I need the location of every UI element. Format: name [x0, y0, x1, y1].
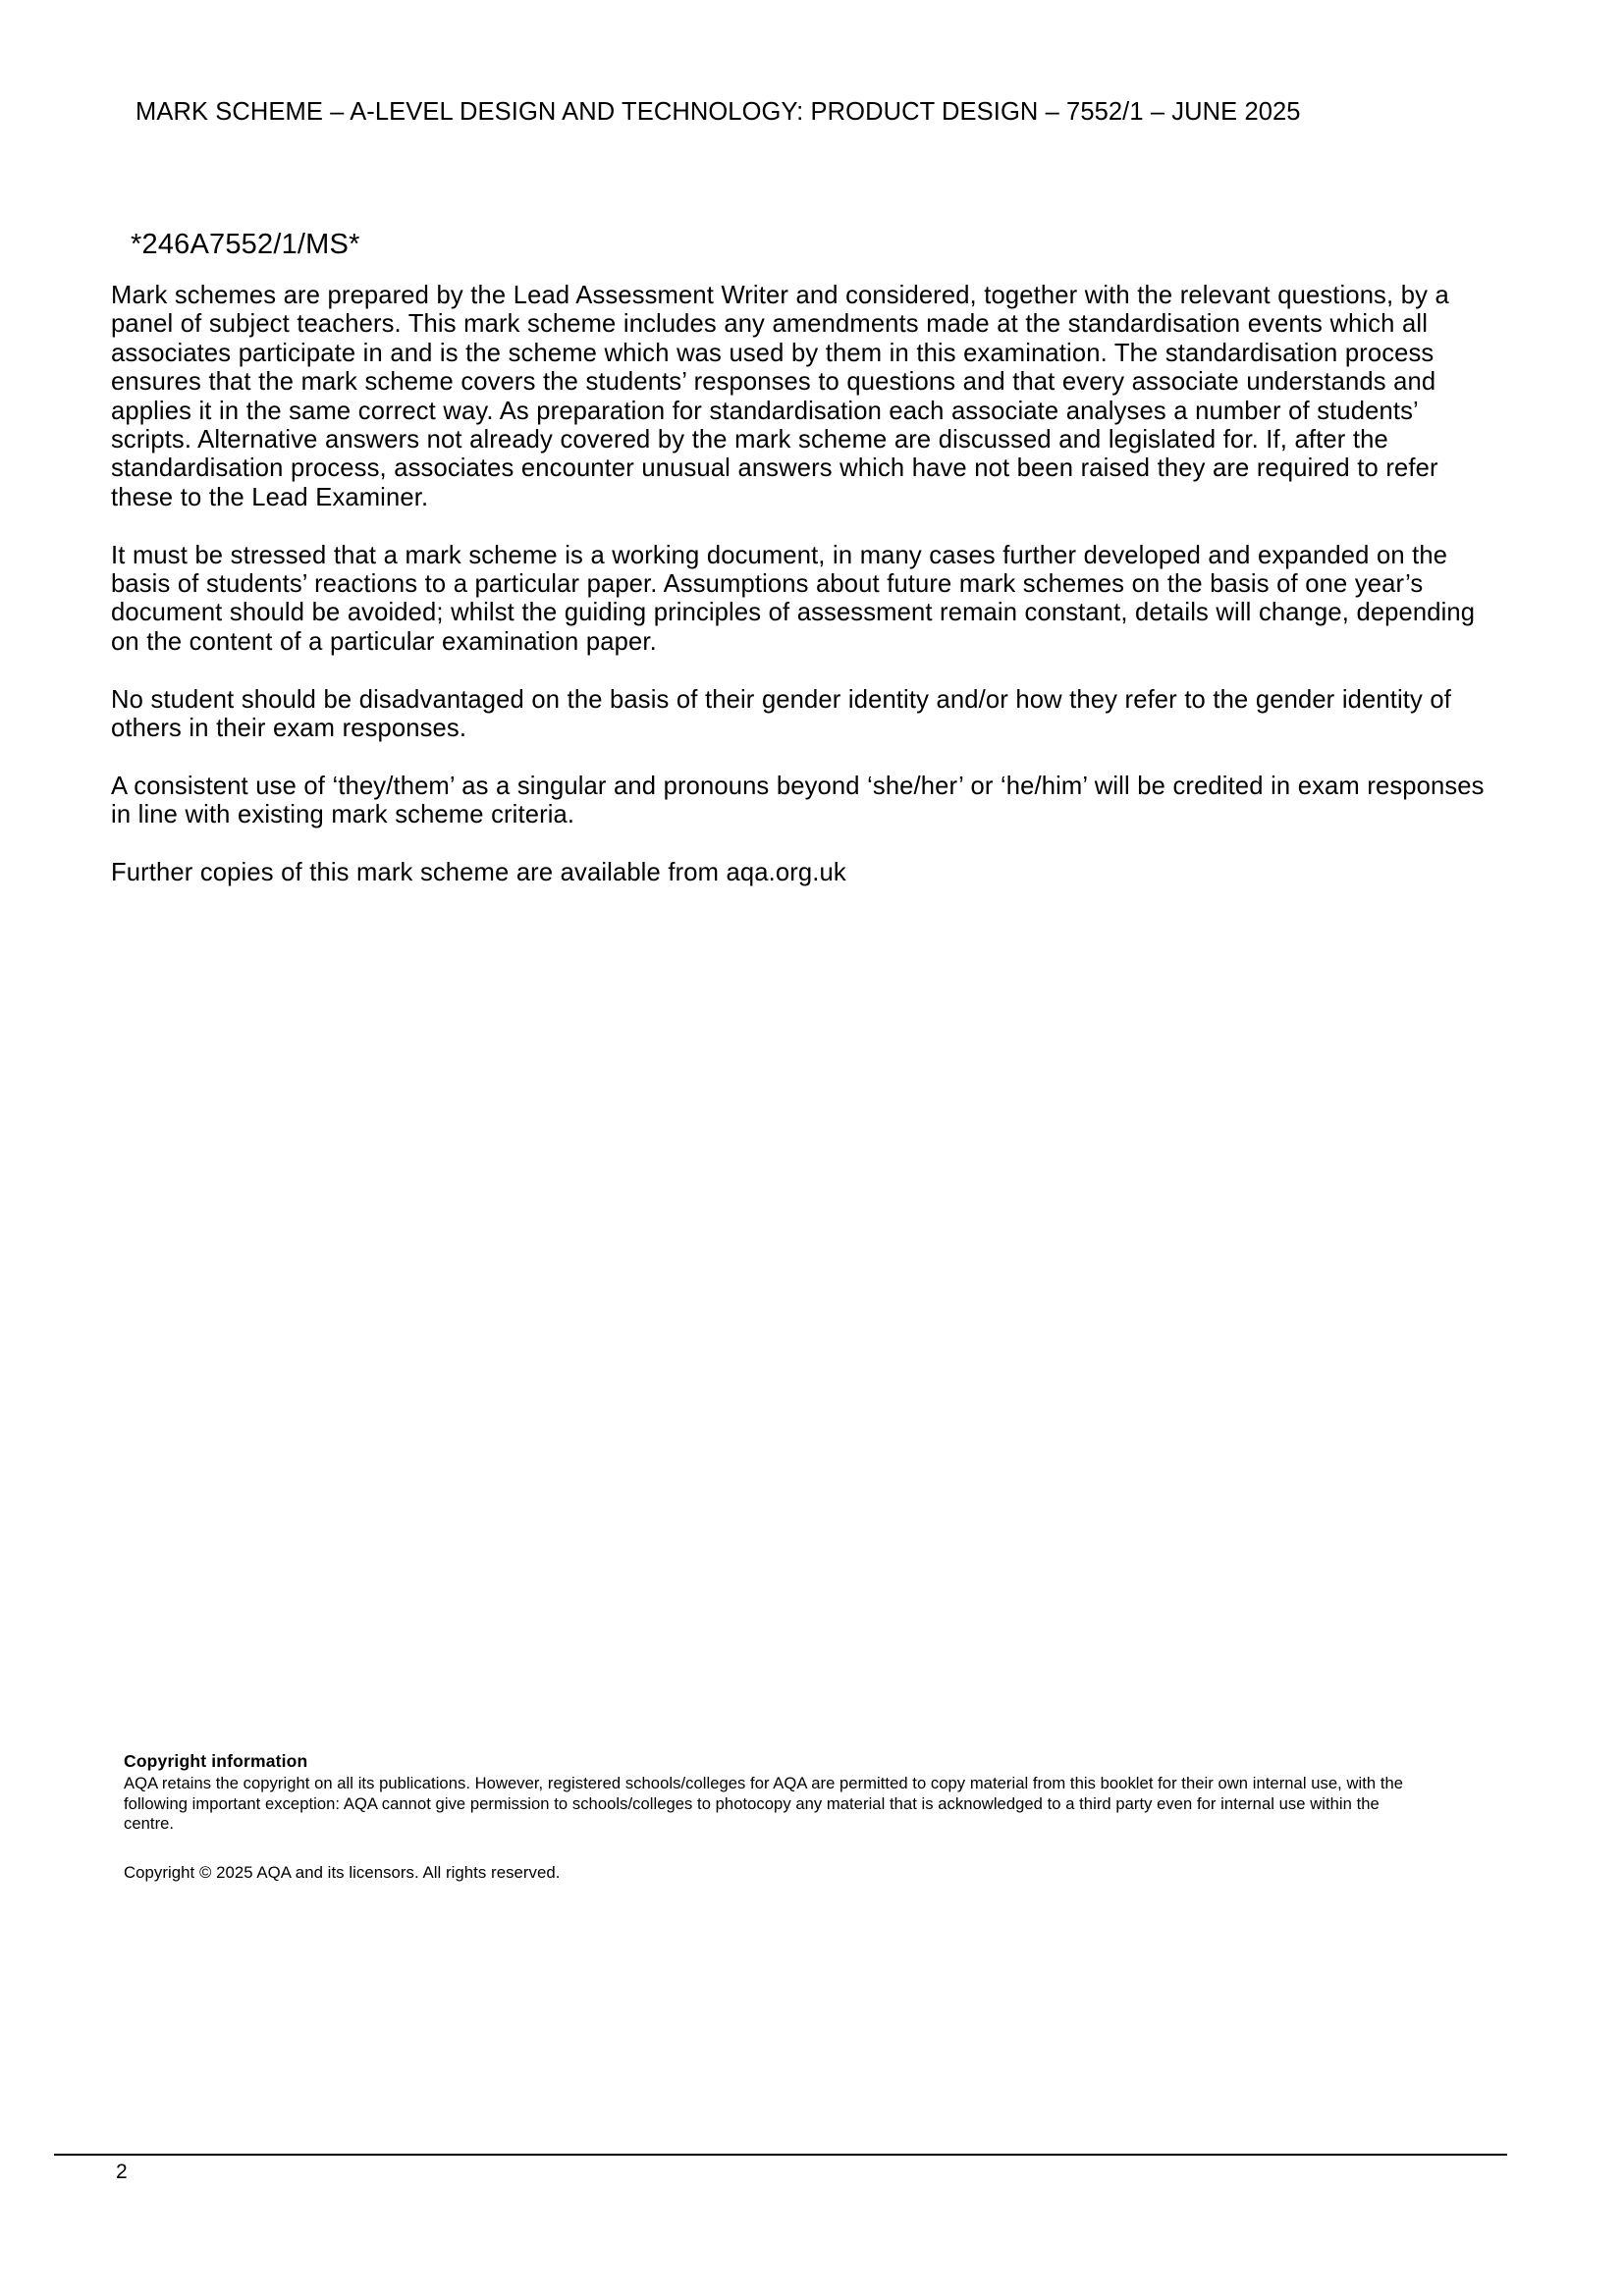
paragraph-pronouns: A consistent use of ‘they/them’ as a singular and pronouns beyond ‘she/her’ or ‘he/him’ will be credited in exam responses in line with existing mark scheme criteria. — [111, 772, 1485, 829]
copyright-heading: Copyright information — [124, 1751, 308, 1771]
copyright-reserved: Copyright © 2025 AQA and its licensors. All rights reserved. — [124, 1863, 561, 1882]
paragraph-mark-schemes-prepared: Mark schemes are prepared by the Lead Assessment Writer and considered, together with the relevant questions, by a panel of subject teachers. This mark scheme includes any amendments made at the standardisation events which all associates participate in and is the scheme which was used by them in this examination. The standardisation process ensures that the mark scheme covers the students’ responses to questions and that every associate understands and applies it in the same correct way. As preparation for standardisation each associate analyses a number of students’ scripts. Alternative answers not already covered by the mark scheme are discussed and legislated for. If, after the standardisation process, associates encounter unusual answers which have not been raised they are required to refer these to the Lead Examiner. — [111, 282, 1449, 511]
page-number: 2 — [116, 2161, 128, 2183]
running-header: MARK SCHEME – A-LEVEL DESIGN AND TECHNOLOGY: PRODUCT DESIGN – 7552/1 – JUNE 2025 — [135, 98, 1301, 126]
paragraph-gender-identity: No student should be disadvantaged on the basis of their gender identity and/or how they refer to the gender identity of others in their exam responses. — [111, 685, 1452, 743]
footer-divider — [54, 2154, 1507, 2156]
document-code: *246A7552/1/MS* — [131, 229, 360, 260]
paragraph-working-document: It must be stressed that a mark scheme is a working document, in many cases further developed and expanded on the basis of students’ reactions to a particular paper. Assumptions about future mark schemes on the basis of one year’s document should be avoided; whilst the guiding principles of assessment remain constant, details will change, depending on the content of a particular examination paper. — [111, 541, 1476, 656]
copyright-block — [124, 1751, 1420, 1882]
copyright-notice: AQA retains the copyright on all its publications. However, registered schools/colleges for AQA are permitted to copy material from this booklet for their own internal use, with the following important exception: AQA cannot give permission to schools/colleges to photocopy any material that is acknowledged to a third party even for internal use within the centre. — [124, 1774, 1404, 1834]
paragraph-further-copies: Further copies of this mark scheme are available from aqa.org.uk — [111, 859, 846, 887]
body-content — [111, 282, 1486, 887]
